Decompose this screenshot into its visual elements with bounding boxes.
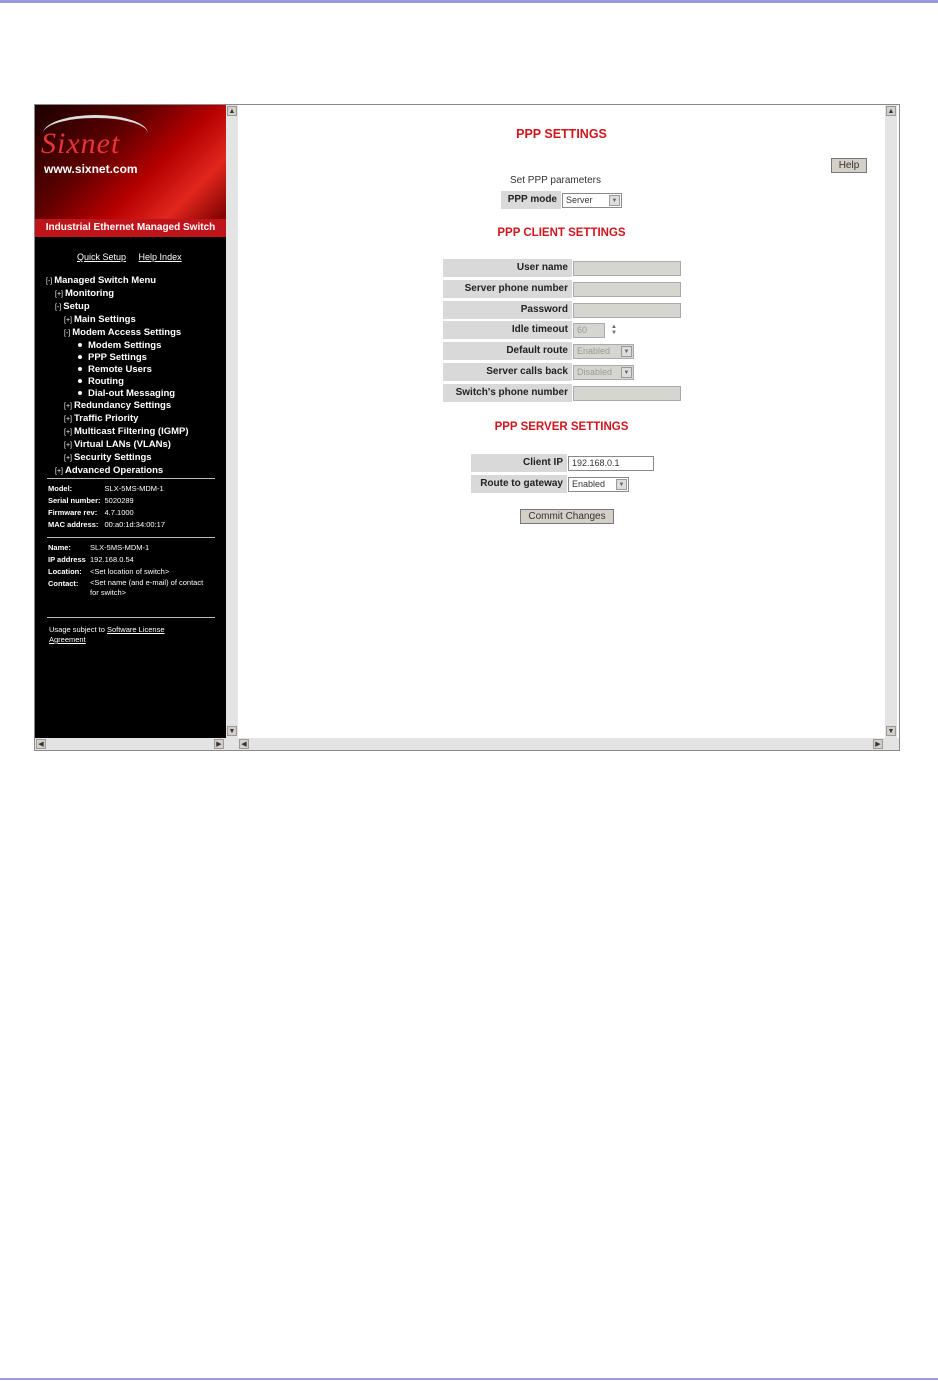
route-to-gateway-select[interactable] bbox=[568, 477, 629, 492]
quick-setup-link[interactable]: Quick Setup bbox=[77, 252, 127, 262]
sidebar-item-label: Main Settings bbox=[73, 314, 136, 325]
sidebar-item[interactable] bbox=[46, 426, 189, 439]
sidebar-item[interactable] bbox=[46, 400, 189, 413]
scroll-left-icon[interactable]: ◀ bbox=[36, 739, 46, 749]
location-value: <Set location of switch> bbox=[90, 567, 170, 576]
password-label: Password bbox=[443, 301, 572, 319]
sidebar-item-label: Advanced Operations bbox=[64, 465, 164, 476]
server-phone-input[interactable] bbox=[573, 282, 681, 297]
sidebar-vertical-scrollbar[interactable] bbox=[226, 105, 238, 738]
set-description: Set PPP parameters bbox=[510, 175, 601, 186]
expand-toggle-icon[interactable]: [+] bbox=[55, 291, 63, 298]
chevron-down-icon[interactable]: ▼ bbox=[621, 346, 632, 357]
sidebar-item-label: Modem Settings bbox=[88, 340, 162, 351]
expand-toggle-icon[interactable]: [-] bbox=[55, 304, 62, 311]
sidebar-item-label: Traffic Priority bbox=[73, 413, 139, 424]
sidebar-item-label: PPP Settings bbox=[88, 352, 147, 363]
sidebar-item[interactable] bbox=[46, 352, 189, 364]
sidebar-item[interactable] bbox=[46, 288, 189, 301]
client-ip-value: 192.168.0.1 bbox=[572, 458, 620, 468]
sidebar-item[interactable] bbox=[46, 275, 189, 288]
sidebar bbox=[35, 105, 226, 738]
server-calls-back-label: Server calls back bbox=[443, 363, 572, 381]
user-name-input[interactable] bbox=[573, 261, 681, 276]
ppp-mode-select[interactable] bbox=[562, 193, 622, 208]
sidebar-item-label: Managed Switch Menu bbox=[54, 275, 157, 286]
sidebar-item[interactable] bbox=[46, 465, 189, 478]
password-input[interactable] bbox=[573, 303, 681, 318]
sidebar-item[interactable] bbox=[46, 439, 189, 452]
divider bbox=[47, 478, 215, 479]
bullet-icon bbox=[78, 391, 82, 395]
bottom-rule bbox=[0, 1378, 938, 1380]
nav-tree bbox=[46, 275, 189, 478]
model-label: Model: bbox=[48, 484, 73, 493]
chevron-down-icon[interactable]: ▼ bbox=[616, 479, 627, 490]
sidebar-item[interactable] bbox=[46, 314, 189, 327]
sidebar-item-label: Monitoring bbox=[64, 288, 115, 299]
sidebar-item-label: Virtual LANs (VLANs) bbox=[73, 439, 171, 450]
sidebar-item-label: Multicast Filtering (IGMP) bbox=[73, 426, 189, 437]
help-button[interactable]: Help bbox=[831, 158, 867, 173]
sidebar-item[interactable] bbox=[46, 340, 189, 352]
client-section-title: PPP CLIENT SETTINGS bbox=[497, 227, 626, 239]
logo-url: www.sixnet.com bbox=[44, 162, 138, 176]
expand-toggle-icon[interactable]: [+] bbox=[64, 442, 72, 449]
page-title: PPP SETTINGS bbox=[516, 127, 607, 141]
commit-changes-button[interactable]: Commit Changes bbox=[520, 509, 614, 524]
name-value: SLX-5MS-MDM-1 bbox=[90, 543, 150, 552]
bullet-icon bbox=[78, 343, 82, 347]
name-label: Name: bbox=[48, 543, 71, 552]
spinner-arrows-icon[interactable]: ▲ ▼ bbox=[611, 324, 617, 336]
route-to-gateway-label: Route to gateway bbox=[471, 475, 567, 493]
main-horizontal-scrollbar[interactable] bbox=[226, 738, 899, 750]
chevron-down-icon[interactable]: ▼ bbox=[609, 195, 620, 206]
sidebar-item[interactable] bbox=[46, 452, 189, 465]
top-rule bbox=[0, 0, 938, 3]
scroll-right-icon[interactable]: ▶ bbox=[873, 739, 883, 749]
server-calls-back-value: Disabled bbox=[577, 367, 613, 377]
expand-toggle-icon[interactable]: [+] bbox=[55, 468, 63, 475]
license-prefix: Usage subject to bbox=[49, 625, 105, 634]
sidebar-item[interactable] bbox=[46, 388, 189, 400]
sidebar-item-label: Security Settings bbox=[73, 452, 152, 463]
scroll-down-icon[interactable]: ▼ bbox=[887, 728, 895, 735]
sidebar-item-label: Routing bbox=[88, 376, 124, 387]
expand-toggle-icon[interactable]: [+] bbox=[64, 429, 72, 436]
route-to-gateway-value: Enabled bbox=[572, 479, 606, 489]
idle-timeout-input[interactable] bbox=[573, 323, 605, 338]
firmware-value: 4.7.1000 bbox=[104, 508, 134, 517]
model-value: SLX-5MS-MDM-1 bbox=[104, 484, 164, 493]
sidebar-item-label: Modem Access Settings bbox=[72, 327, 182, 338]
scroll-down-icon[interactable]: ▼ bbox=[228, 728, 236, 735]
expand-toggle-icon[interactable]: [+] bbox=[64, 455, 72, 462]
bullet-icon bbox=[78, 355, 82, 359]
default-route-value: Enabled bbox=[577, 346, 611, 356]
sidebar-item[interactable] bbox=[46, 376, 189, 388]
license-notice bbox=[49, 625, 199, 645]
server-section-title: PPP SERVER SETTINGS bbox=[494, 421, 629, 433]
sidebar-item-label: Dial-out Messaging bbox=[88, 388, 176, 399]
bullet-icon bbox=[78, 379, 82, 383]
license-link[interactable]: Software License Agreement bbox=[49, 625, 165, 644]
mac-value: 00:a0:1d:34:00:17 bbox=[104, 520, 165, 529]
contact-label: Contact: bbox=[48, 579, 79, 588]
logo-banner bbox=[35, 105, 226, 219]
sidebar-item-label: Remote Users bbox=[88, 364, 152, 375]
switch-phone-input[interactable] bbox=[573, 386, 681, 401]
expand-toggle-icon[interactable]: [-] bbox=[64, 330, 71, 337]
tagline: Industrial Ethernet Managed Switch bbox=[35, 219, 226, 237]
sidebar-item[interactable] bbox=[46, 413, 189, 426]
main-panel bbox=[238, 105, 885, 738]
chevron-down-icon[interactable]: ▼ bbox=[621, 367, 632, 378]
expand-toggle-icon[interactable]: [+] bbox=[64, 403, 72, 410]
server-phone-label: Server phone number bbox=[443, 280, 572, 298]
help-index-link[interactable]: Help Index bbox=[138, 252, 182, 262]
scroll-up-icon[interactable]: ▲ bbox=[228, 108, 236, 115]
ppp-mode-value: Server bbox=[566, 195, 593, 205]
device-info bbox=[48, 483, 165, 531]
mac-label: MAC address: bbox=[48, 520, 99, 529]
expand-toggle-icon[interactable]: [+] bbox=[64, 317, 72, 324]
switch-phone-label: Switch's phone number bbox=[443, 384, 572, 402]
location-label: Location: bbox=[48, 567, 82, 576]
bullet-icon bbox=[78, 367, 82, 371]
sidebar-item-label: Redundancy Settings bbox=[73, 400, 172, 411]
divider bbox=[47, 537, 215, 538]
contact-value: <Set name (and e-mail) of contact for switch> bbox=[90, 578, 204, 597]
expand-toggle-icon[interactable]: [+] bbox=[64, 416, 72, 423]
default-route-select[interactable] bbox=[573, 344, 634, 359]
scroll-right-icon[interactable]: ▶ bbox=[214, 739, 224, 749]
browser-frame bbox=[34, 104, 900, 751]
serial-label: Serial number: bbox=[48, 496, 101, 505]
scroll-up-icon[interactable]: ▲ bbox=[887, 108, 895, 115]
switch-info bbox=[48, 542, 208, 598]
idle-timeout-value: 60 bbox=[577, 325, 588, 335]
expand-toggle-icon[interactable]: [-] bbox=[46, 278, 53, 285]
sidebar-item[interactable] bbox=[46, 327, 189, 340]
client-ip-input[interactable] bbox=[568, 456, 654, 471]
ip-value: 192.168.0.54 bbox=[90, 555, 134, 564]
divider bbox=[47, 617, 215, 618]
sidebar-item[interactable] bbox=[46, 364, 189, 376]
sidebar-item[interactable] bbox=[46, 301, 189, 314]
scroll-left-icon[interactable]: ◀ bbox=[239, 739, 249, 749]
main-vertical-scrollbar[interactable] bbox=[885, 105, 897, 738]
server-calls-back-select[interactable] bbox=[573, 365, 634, 380]
default-route-label: Default route bbox=[443, 342, 572, 360]
user-name-label: User name bbox=[443, 259, 572, 277]
idle-timeout-label: Idle timeout bbox=[443, 321, 572, 339]
sidebar-horizontal-scrollbar[interactable] bbox=[35, 738, 226, 750]
serial-value: 5020289 bbox=[104, 496, 134, 505]
client-ip-label: Client IP bbox=[471, 454, 567, 472]
logo: Sixnet bbox=[41, 127, 121, 160]
ip-label: IP address bbox=[48, 555, 86, 564]
sidebar-item-label: Setup bbox=[63, 301, 90, 312]
quick-links bbox=[77, 252, 192, 262]
ppp-mode-label: PPP mode bbox=[501, 191, 561, 209]
firmware-label: Firmware rev: bbox=[48, 508, 98, 517]
